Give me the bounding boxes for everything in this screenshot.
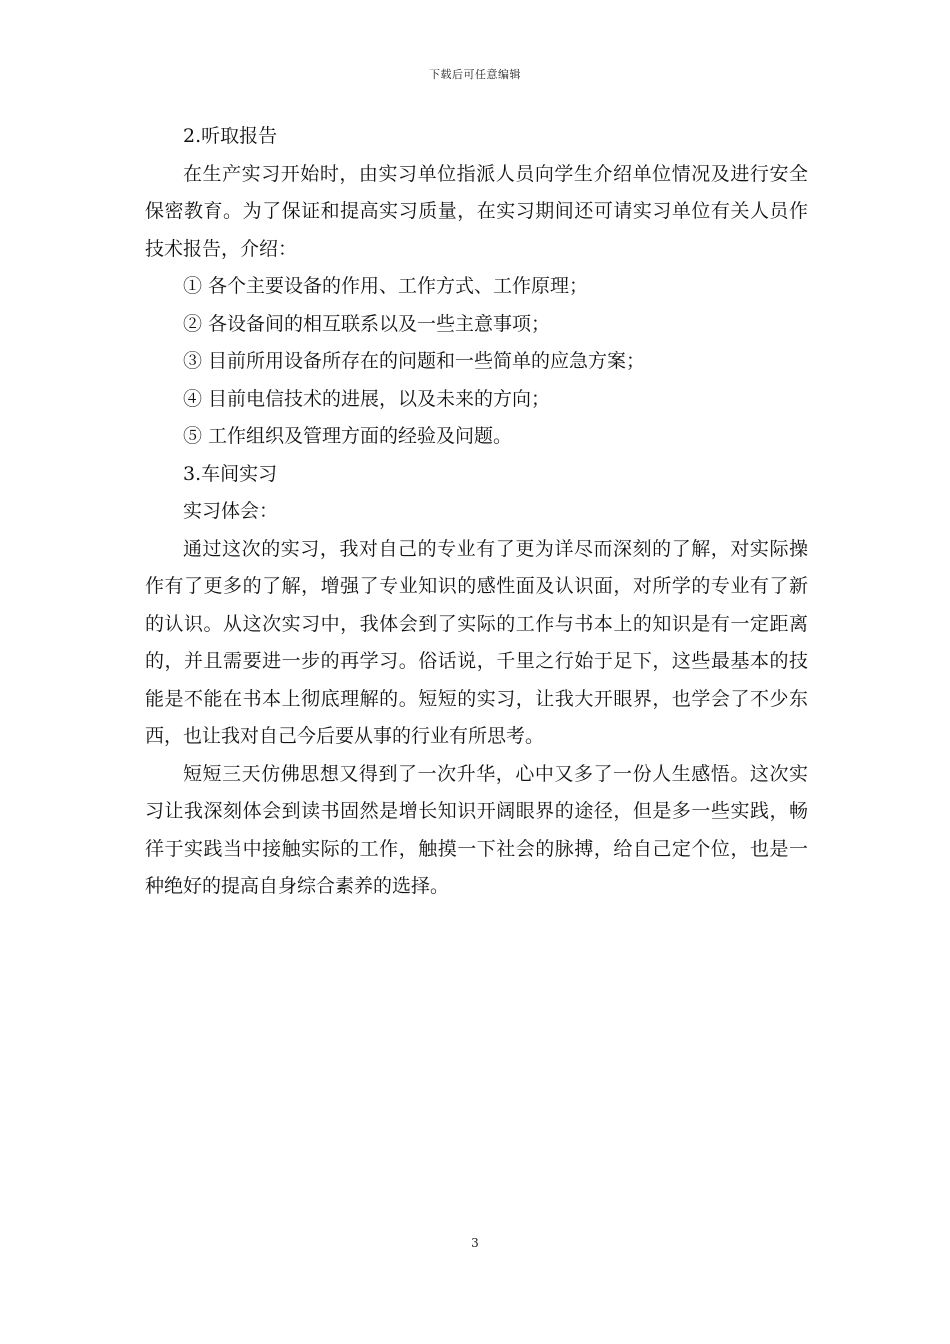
paragraph-experience-2: 短短三天仿佛思想又得到了一次升华，心中又多了一份人生感悟。这次实习让我深刻体会到读书固然是增长知识开阔眼界的途径，但是多一些实践，畅徉于实践当中接触实际的工作，触摸一下社会的脉搏，给自己定个位，也是一种绝好的提高自身综合素养的选择。 bbox=[145, 762, 808, 897]
paragraph-experience-1: 通过这次的实习，我对自己的专业有了更为详尽而深刻的了解，对实际操作有了更多的了解，增强了专业知识的感性面及认识面，对所学的专业有了新的认识。从这次实习中，我体会到了实际的工作与书本上的知识是有一定距离的，并且需要进一步的再学习。俗话说，千里之行始于足下，这些最基本的技能是不能在书本上彻底理解的。短短的实习，让我大开眼界，也学会了不少东西，也让我对自己今后要从事的行业有所思考。 bbox=[145, 537, 808, 747]
list-item: ③ 目前所用设备所存在的问题和一些简单的应急方案； bbox=[183, 350, 646, 372]
document-body bbox=[145, 118, 808, 906]
paragraph-report-intro: 在生产实习开始时，由实习单位指派人员向学生介绍单位情况及进行安全保密教育。为了保证和提高实习质量，在实习期间还可请实习单位有关人员作技术报告，介绍： bbox=[145, 162, 808, 260]
list-item: ④ 目前电信技术的进展，以及未来的方向； bbox=[183, 387, 551, 410]
section-heading-2: 2.听取报告 bbox=[183, 125, 278, 147]
experience-label: 实习体会： bbox=[183, 500, 279, 522]
list-item: ① 各个主要设备的作用、工作方式、工作原理； bbox=[183, 275, 589, 297]
list-item: ⑤ 工作组织及管理方面的经验及问题。 bbox=[183, 425, 513, 447]
section-heading-3: 3.车间实习 bbox=[183, 462, 278, 485]
page-number: 3 bbox=[471, 1236, 479, 1250]
page-header: 下载后可任意编辑 bbox=[429, 68, 521, 81]
list-item: ② 各设备间的相互联系以及一些主意事项； bbox=[183, 312, 551, 335]
